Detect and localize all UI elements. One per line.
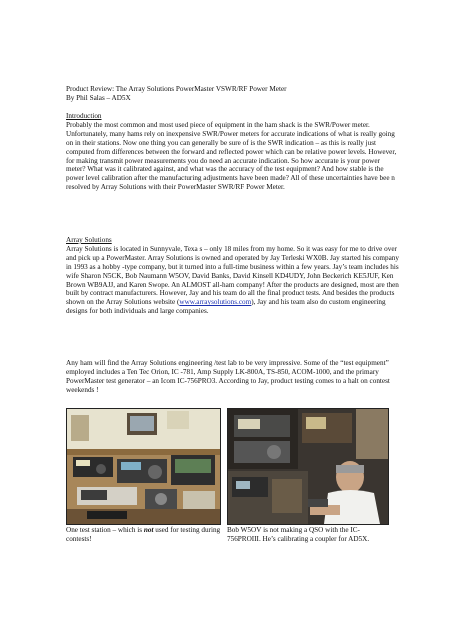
right-caption-text: Bob W5OV is not making a QSO with the IC-756PROIII. He’s calibrating a coupler for AD5X.: [227, 526, 370, 543]
left-photo-caption: [66, 526, 224, 544]
array-text-part-2: ), Jay and his team also do custom engineering designs for both individuals and large companies.: [66, 298, 386, 316]
array-text-part-1: Array Solutions is located in Sunnyvale, Texa s – only 18 miles from my home. So it was easy for me to drive over and pick up a PowerMaster. Array Solutions is owned and operated by Jay Terleski WX0B. Jay started his company in 1993 as a hobby -type company, but it turned into a full-time business within a few years. Jay’s team includes his wife Sharon N5CK, Bob Naumann W5OV, David Banks, David Kinsell KD4UDY, John Beckerich KE5JUF, Ken Brown WB9AJJ, and Karen Swope. An ALMOST all-ham company! After the products are designed, most are then built by contract manufacturers. However, Jay and his team do all the final product tests. And besides the products shown on the Array Solutions website (: [66, 244, 399, 307]
calibration-photo: [227, 408, 389, 525]
lab-paragraph: Any ham will find the Array Solutions engineering /test lab to be very impressive. Some of the “test equipment” employed includes a Ten Tec Orion, IC -781, Amp Supply LK-800A, TS-850, ACOM-1000, and the primary PowerMaster test generator – an Icom IC-756PRO3. According to Jay, product testing comes to a halt on contest weekends !: [66, 359, 390, 394]
array-solutions-text: [66, 245, 400, 316]
right-photo-caption: [227, 526, 389, 544]
introduction-heading: Introduction: [66, 112, 102, 120]
introduction-section: [66, 112, 400, 192]
array-solutions-heading: Array Solutions: [66, 236, 112, 244]
array-solutions-website-link[interactable]: www.arraysolutions.com: [179, 298, 252, 307]
left-caption-part-1: One test station – which is: [66, 526, 144, 534]
test-station-photo: [66, 408, 221, 525]
lab-section: [66, 359, 400, 395]
left-caption-emphasis: not: [143, 526, 154, 534]
array-solutions-section: [66, 236, 400, 316]
byline: By Phil Salas – AD5X: [66, 93, 131, 102]
introduction-text: Probably the most common and most used piece of equipment in the ham shack is the SWR/Power meter. Unfortunately, many hams rely on inexpensive SWR/Power meters for accurate indications of what is really going on in their stations. Now one thing you can generally be sure of is the SWR indication – as this is really just computed from differences between the forward and reflected power which can be relative power levels. However, for making transmit power measurements you do need an accurate indication. So how accurate is your power meter? What was it calibrated against, and what was the accuracy of the test equipment? And how stable is the power level calibration after the manufacturing adjustments have been made? All of these uncertainties have bee n resolved by Array Solutions with their PowerMaster SWR/RF Power Meter.: [66, 120, 397, 192]
left-caption-part-2: used for testing during contests!: [66, 526, 221, 543]
article-title: Product Review: The Array Solutions PowerMaster VSWR/RF Power Meter: [66, 85, 287, 93]
title-block: [66, 85, 400, 103]
